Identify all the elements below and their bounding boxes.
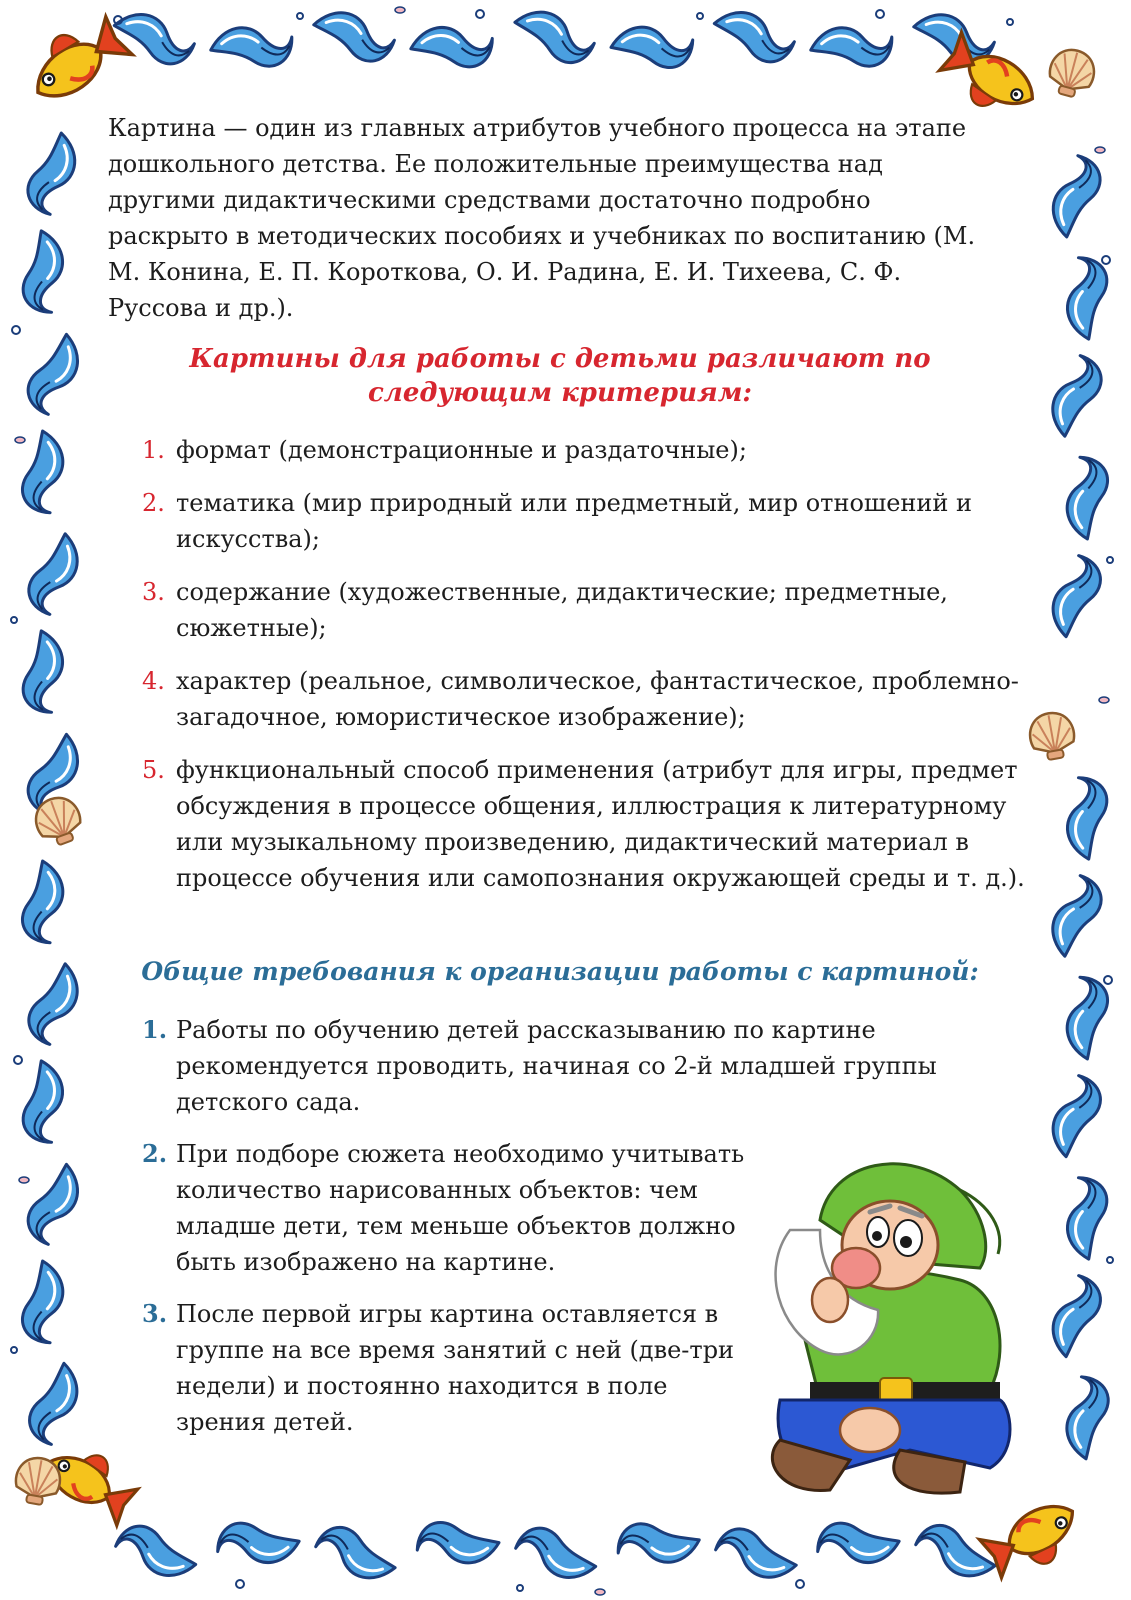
list-item — [142, 485, 1026, 557]
list-number: 3. — [142, 578, 165, 606]
list-item — [142, 1136, 766, 1280]
criteria-list — [142, 432, 1026, 913]
list-item — [142, 752, 1026, 896]
list-item-text: При подборе сюжета необходимо учитывать количество нарисованных объектов: чем младше дети, тем меньше объектов должно быть изображено на картине. — [176, 1140, 745, 1276]
gnome-icon — [760, 1150, 1030, 1500]
list-number: 1. — [142, 436, 165, 464]
list-number: 2. — [142, 489, 165, 517]
intro-paragraph: Картина — один из главных атрибутов учебного процесса на этапе дошкольного детства. Ее положительные преимущества над другими дидактическими средствами достаточно подробно раскрыто в методических пособиях и учебниках по воспитанию (М. М. Конина, Е. П. Короткова, О. И. Радина, Е. И. Тихеева, С. Ф. Руссова и др.). — [108, 114, 976, 322]
list-item-text: функциональный способ применения (атрибут для игры, предмет обсуждения в процессе общения, иллюстрация к литературному или музыкальному произведению, дидактический материал в процессе обучения или самопознания окружающей среды и т. д.). — [176, 756, 1025, 892]
list-number: 5. — [142, 756, 165, 784]
list-item — [142, 663, 1026, 735]
list-number: 3. — [142, 1299, 168, 1328]
list-item-text: характер (реальное, символическое, фантастическое, проблемно-загадочное, юмористическое изображение); — [176, 667, 1019, 731]
list-item-text: формат (демонстрационные и раздаточные); — [176, 436, 747, 464]
list-item-text: Работы по обучению детей рассказыванию по картине рекомендуется проводить, начиная со 2-й младшей группы детского сада. — [176, 1016, 937, 1116]
list-item — [142, 432, 1026, 468]
list-number: 2. — [142, 1139, 168, 1168]
list-item — [142, 574, 1026, 646]
list-number: 4. — [142, 667, 165, 695]
list-item-text: тематика (мир природный или предметный, мир отношений и искусства); — [176, 489, 973, 553]
list-item-text: После первой игры картина оставляется в группе на все время занятий с ней (две-три недели) и постоянно находится в поле зрения детей. — [176, 1300, 735, 1436]
criteria-heading: Картины для работы с детьми различают по следующим критериям: — [189, 344, 931, 408]
list-item — [142, 1296, 736, 1440]
list-item — [142, 1012, 1006, 1120]
list-item-text: содержание (художественные, дидактические; предметные, сюжетные); — [176, 578, 948, 642]
requirements-heading: Общие требования к организации работы с картиной: — [141, 957, 979, 986]
list-number: 1. — [142, 1015, 168, 1044]
